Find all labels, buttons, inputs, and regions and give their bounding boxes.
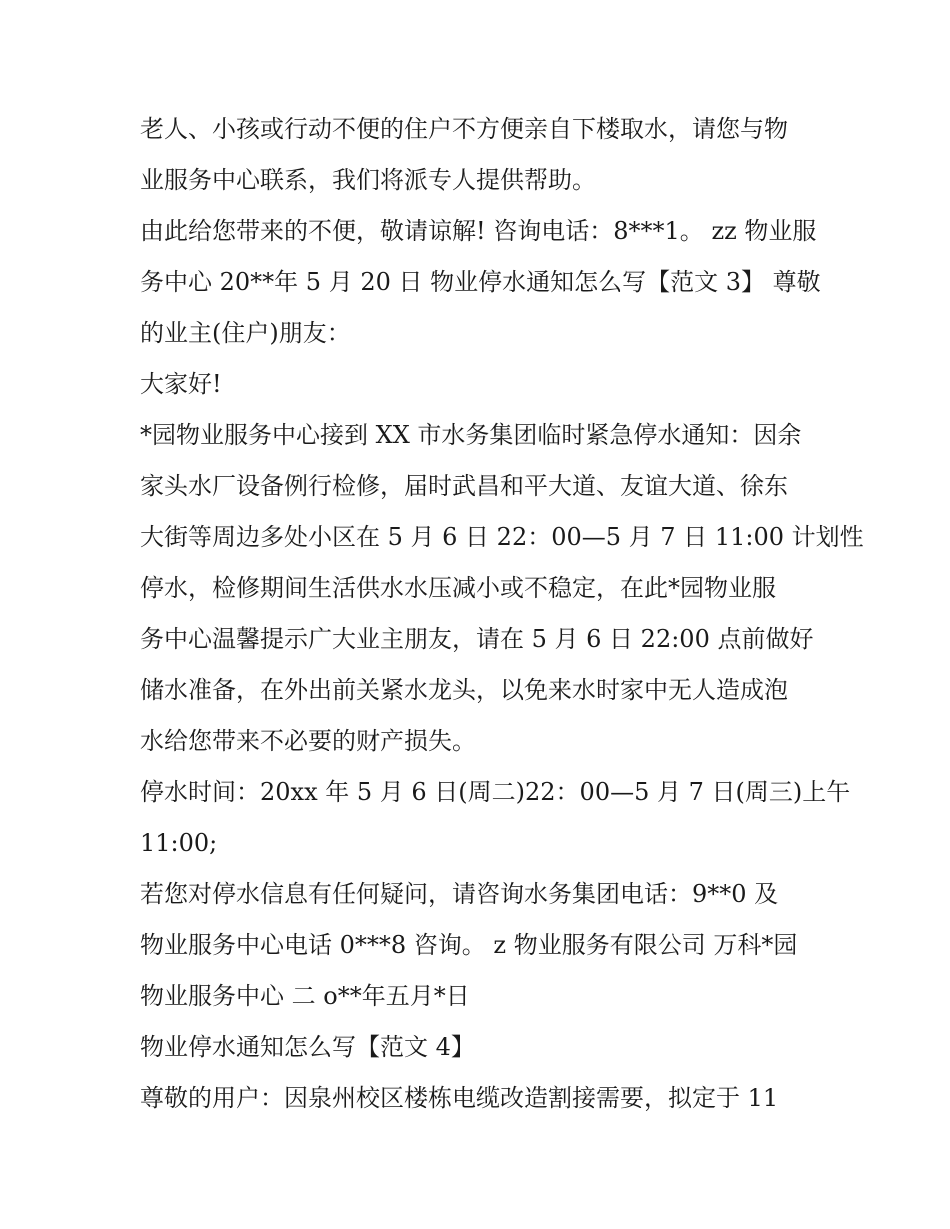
text-line: 储水准备，在外出前关紧水龙头，以免来水时家中无人造成泡 — [140, 676, 788, 704]
text-line: 水给您带来不必要的财产损失。 — [140, 727, 476, 755]
text-line: 物业服务中心 二 o**年五月*日 — [140, 982, 470, 1010]
text-line: 停水时间：20xx 年 5 月 6 日(周二)22：00—5 月 7 日(周三)上午 — [140, 778, 851, 806]
text-line: *园物业服务中心接到 XX 市水务集团临时紧急停水通知：因余 — [140, 421, 802, 449]
text-line: 家头水厂设备例行检修，届时武昌和平大道、友谊大道、徐东 — [140, 472, 788, 500]
text-line: 业服务中心联系，我们将派专人提供帮助。 — [140, 166, 596, 194]
paragraph-outage-time — [140, 767, 851, 869]
paragraph-sample-4-start — [140, 1073, 820, 1124]
text-line: 停水，检修期间生活供水水压减小或不稳定，在此*园物业服 — [140, 574, 776, 602]
paragraph-notice-body — [140, 410, 864, 767]
text-line: 务中心 20**年 5 月 20 日 物业停水通知怎么写【范文 3】 尊敬 — [140, 268, 821, 296]
text-line: 物业服务中心电话 0***8 咨询。 z 物业服务有限公司 万科*园 — [140, 931, 798, 959]
text-line: 的业主(住户)朋友： — [140, 319, 351, 347]
text-line: 若您对停水信息有任何疑问，请咨询水务集团电话：9**0 及 — [140, 880, 779, 908]
text-line: 大家好! — [140, 370, 222, 398]
document-body — [140, 104, 864, 1124]
paragraph-elderly-help — [140, 104, 820, 206]
paragraph-greeting — [140, 359, 820, 410]
text-line: 物业停水通知怎么写【范文 4】 — [140, 1033, 475, 1061]
paragraph-apology-contact — [140, 206, 820, 359]
text-line: 务中心温馨提示广大业主朋友，请在 5 月 6 日 22:00 点前做好 — [140, 625, 814, 653]
section-heading-sample-4 — [140, 1022, 820, 1073]
text-line: 大街等周边多处小区在 5 月 6 日 22：00—5 月 7 日 11:00 计划性 — [140, 523, 864, 551]
paragraph-inquiry — [140, 869, 820, 1022]
text-line: 由此给您带来的不便，敬请谅解! 咨询电话：8***1。 zz 物业服 — [140, 217, 817, 245]
text-line: 尊敬的用户：因泉州校区楼栋电缆改造割接需要，拟定于 11 — [140, 1084, 779, 1112]
text-line: 老人、小孩或行动不便的住户不方便亲自下楼取水，请您与物 — [140, 115, 788, 143]
text-line: 11:00; — [140, 829, 218, 857]
